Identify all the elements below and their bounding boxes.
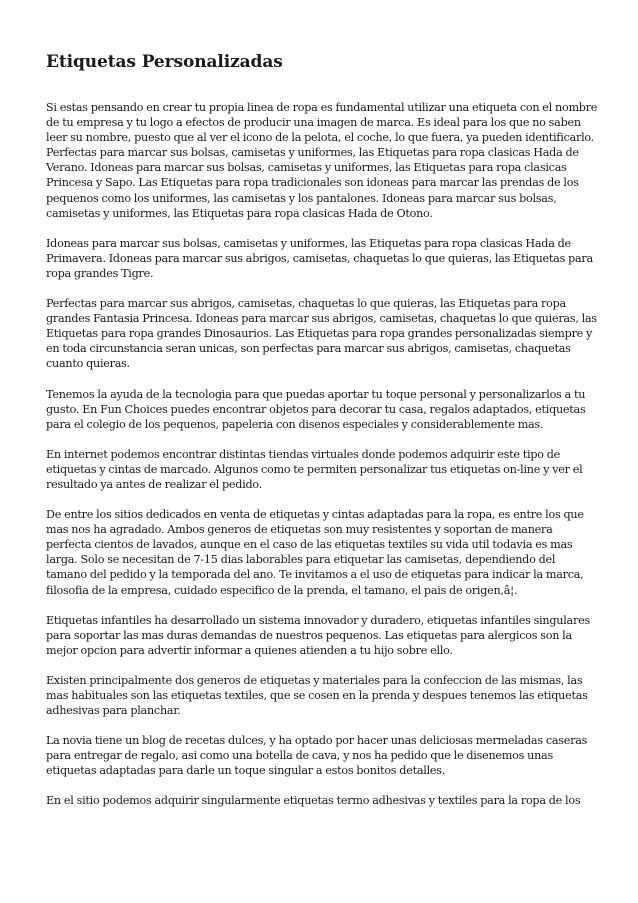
paragraph-3: Perfectas para marcar sus abrigos, camisetas, chaquetas lo que quieras, las Etiquetas para ropa grandes Fantasia Princesa. Idoneas para marcar sus abrigos, camisetas, chaquetas lo que quieras, las Etiquetas para ropa grandes Dinosaurios. Las Etiquetas para ropa grandes personalizadas siempre y en toda circunstancia seran unicas, son perfectas para marcar sus abrigos, camisetas, chaquetas cuanto quieras.	[46, 297, 597, 371]
page-title: Etiquetas Personalizadas	[46, 52, 283, 72]
paragraph-8: Existen principalmente dos generos de etiquetas y materiales para la confeccion de las mismas, las mas habituales son las etiquetas textiles, que se cosen en la prenda y despues tenemos las etiquetas adhesivas para planchar.	[46, 673, 588, 718]
paragraph-9: La novia tiene un blog de recetas dulces, y ha optado por hacer unas deliciosas mermeladas caseras para entregar de regalo, asi como una botella de cava, y nos ha pedido que le disenemos unas etiquetas adaptadas para darle un toque singular a estos bonitos detalles.	[46, 734, 588, 778]
paragraph-4: Tenemos la ayuda de la tecnologia para que puedas aportar tu toque personal y personalizarlos a tu gusto. En Fun Choices puedes encontrar objetos para decorar tu casa, regalos adaptados, etiquetas para el colegio de los pequenos, papeleria con disenos especiales y considerablemente mas.	[46, 387, 586, 431]
paragraph-5: En internet podemos encontrar distintas tiendas virtuales donde podemos adquirir este tipo de etiquetas y cintas de marcado. Algunos como te permiten personalizar tus etiquetas on-line y ver el resultado ya antes de realizar el pedido.	[46, 447, 583, 491]
document-page	[46, 52, 598, 824]
paragraph-1: Si estas pensando en crear tu propia linea de ropa es fundamental utilizar una etiqueta con el nombre de tu empresa y tu logo a efectos de producir una imagen de marca. Es ideal para los que no saben leer su nombre, puesto que al ver el icono de la pelota, el coche, lo que fuera, ya pueden identificarlo. Perfectas para marcar sus bolsas, camisetas y uniformes, las Etiquetas para ropa clasicas Hada de Verano. Idoneas para marcar sus bolsas, camisetas y uniformes, las Etiquetas para ropa clasicas Princesa y Sapo. Las Etiquetas para ropa tradicionales son idoneas para marcar las prendas de los pequenos como los uniformes, las camisetas y los pantalones. Idoneas para marcar sus bolsas, camisetas y uniformes, las Etiquetas para ropa clasicas Hada de Otono.	[46, 101, 598, 220]
paragraph-2: Idoneas para marcar sus bolsas, camisetas y uniformes, las Etiquetas para ropa clasicas Hada de Primavera. Idoneas para marcar sus abrigos, camisetas, chaquetas lo que quieras, las Etiquetas para ropa grandes Tigre.	[46, 236, 593, 280]
paragraph-6: De entre los sitios dedicados en venta de etiquetas y cintas adaptadas para la ropa, es entre los que mas nos ha agradado. Ambos generos de etiquetas son muy resistentes y soportan de manera perfecta cientos de lavados, aunque en el caso de las etiquetas textiles su vida util todavia es mas larga. Solo se necesitan de 7-15 dias laborables para etiquetar las camisetas, dependiendo del tamano del pedido y la temporada del ano. Te invitamos a el uso de etiquetas para indicar la marca, filosofia de la empresa, cuidado especifico de la prenda, el tamano, el pais de origen,â¦.	[46, 508, 584, 597]
paragraph-7: Etiquetas infantiles ha desarrollado un sistema innovador y duradero, etiquetas infantiles singulares para soportar las mas duras demandas de nuestros pequenos. Las etiquetas para alergicos son la mejor opcion para advertir informar a quienes atienden a tu hijo sobre ello.	[46, 613, 590, 657]
paragraph-10: En el sitio podemos adquirir singularmente etiquetas termo adhesivas y textiles para la ropa de los	[46, 794, 581, 808]
